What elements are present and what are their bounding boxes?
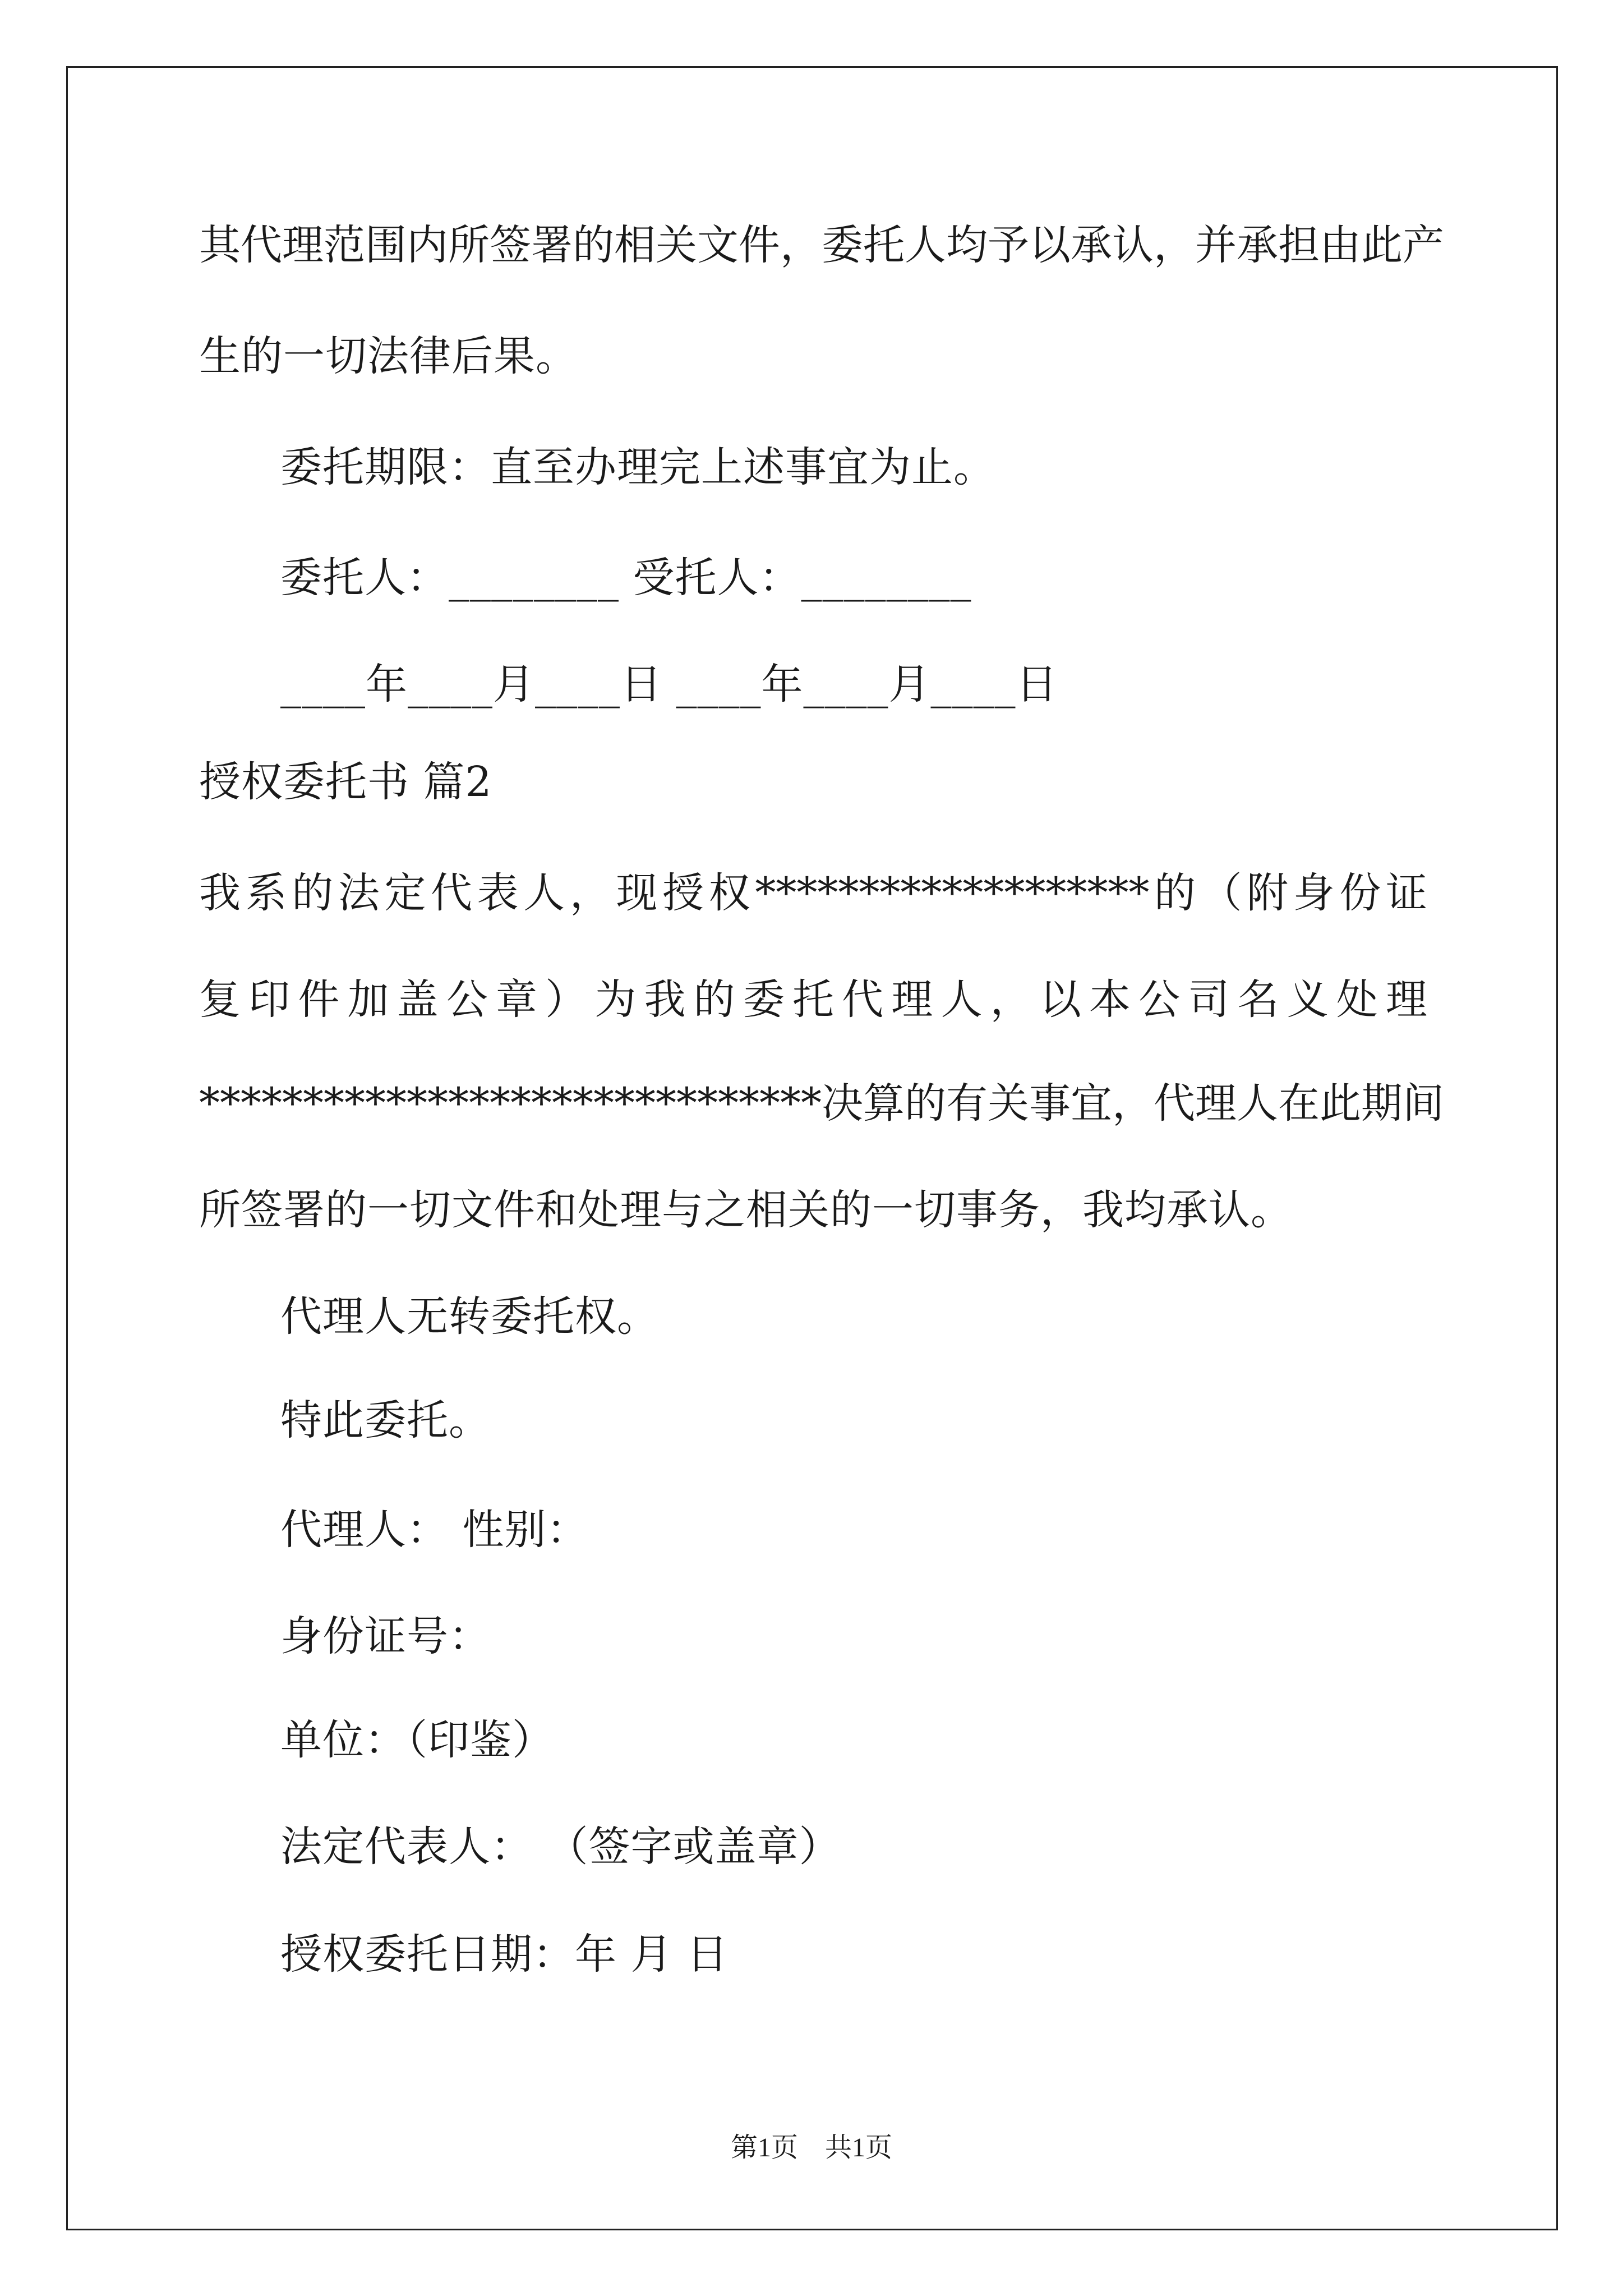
page-border: [66, 66, 1558, 2230]
date-line: ____年____月____日 ____年____月____日: [280, 660, 1058, 708]
legal-rep-line: 法定代表人： （签字或盖章）: [280, 1823, 841, 1871]
paragraph-line-1: 其代理范围内所签署的相关文件，委托人均予以承认，并承担由此产: [199, 221, 1444, 269]
auth-date-line: 授权委托日期：年 月 日: [280, 1930, 729, 1978]
paragraph2-line-1: 我系的法定代表人，现授权*******************的（附身份证: [199, 869, 1427, 917]
hereby-line: 特此委托。: [280, 1396, 491, 1444]
id-number-line: 身份证号：: [280, 1612, 491, 1660]
page-number: 第1页 共1页: [730, 2133, 892, 2162]
paragraph-line-2: 生的一切法律后果。: [199, 332, 578, 380]
paragraph2-line-3: ******************************决算的有关事宜，代理人在此期间: [199, 1079, 1444, 1128]
agent-line: 代理人： 性别：: [280, 1506, 589, 1554]
signature-line: 委托人：________ 受托人：________: [280, 554, 972, 602]
no-transfer-line: 代理人无转委托权。: [280, 1292, 659, 1341]
paragraph2-line-2: 复印件加盖公章）为我的委托代理人，以本公司名义处理: [199, 976, 1427, 1024]
unit-line: 单位：（印鉴）: [280, 1716, 554, 1764]
paragraph2-line-4: 所签署的一切文件和处理与之相关的一切事务，我均承认。: [199, 1186, 1293, 1234]
section-title: 授权委托书 篇2: [199, 758, 492, 806]
term-line: 委托期限：直至办理完上述事宜为止。: [280, 443, 995, 491]
